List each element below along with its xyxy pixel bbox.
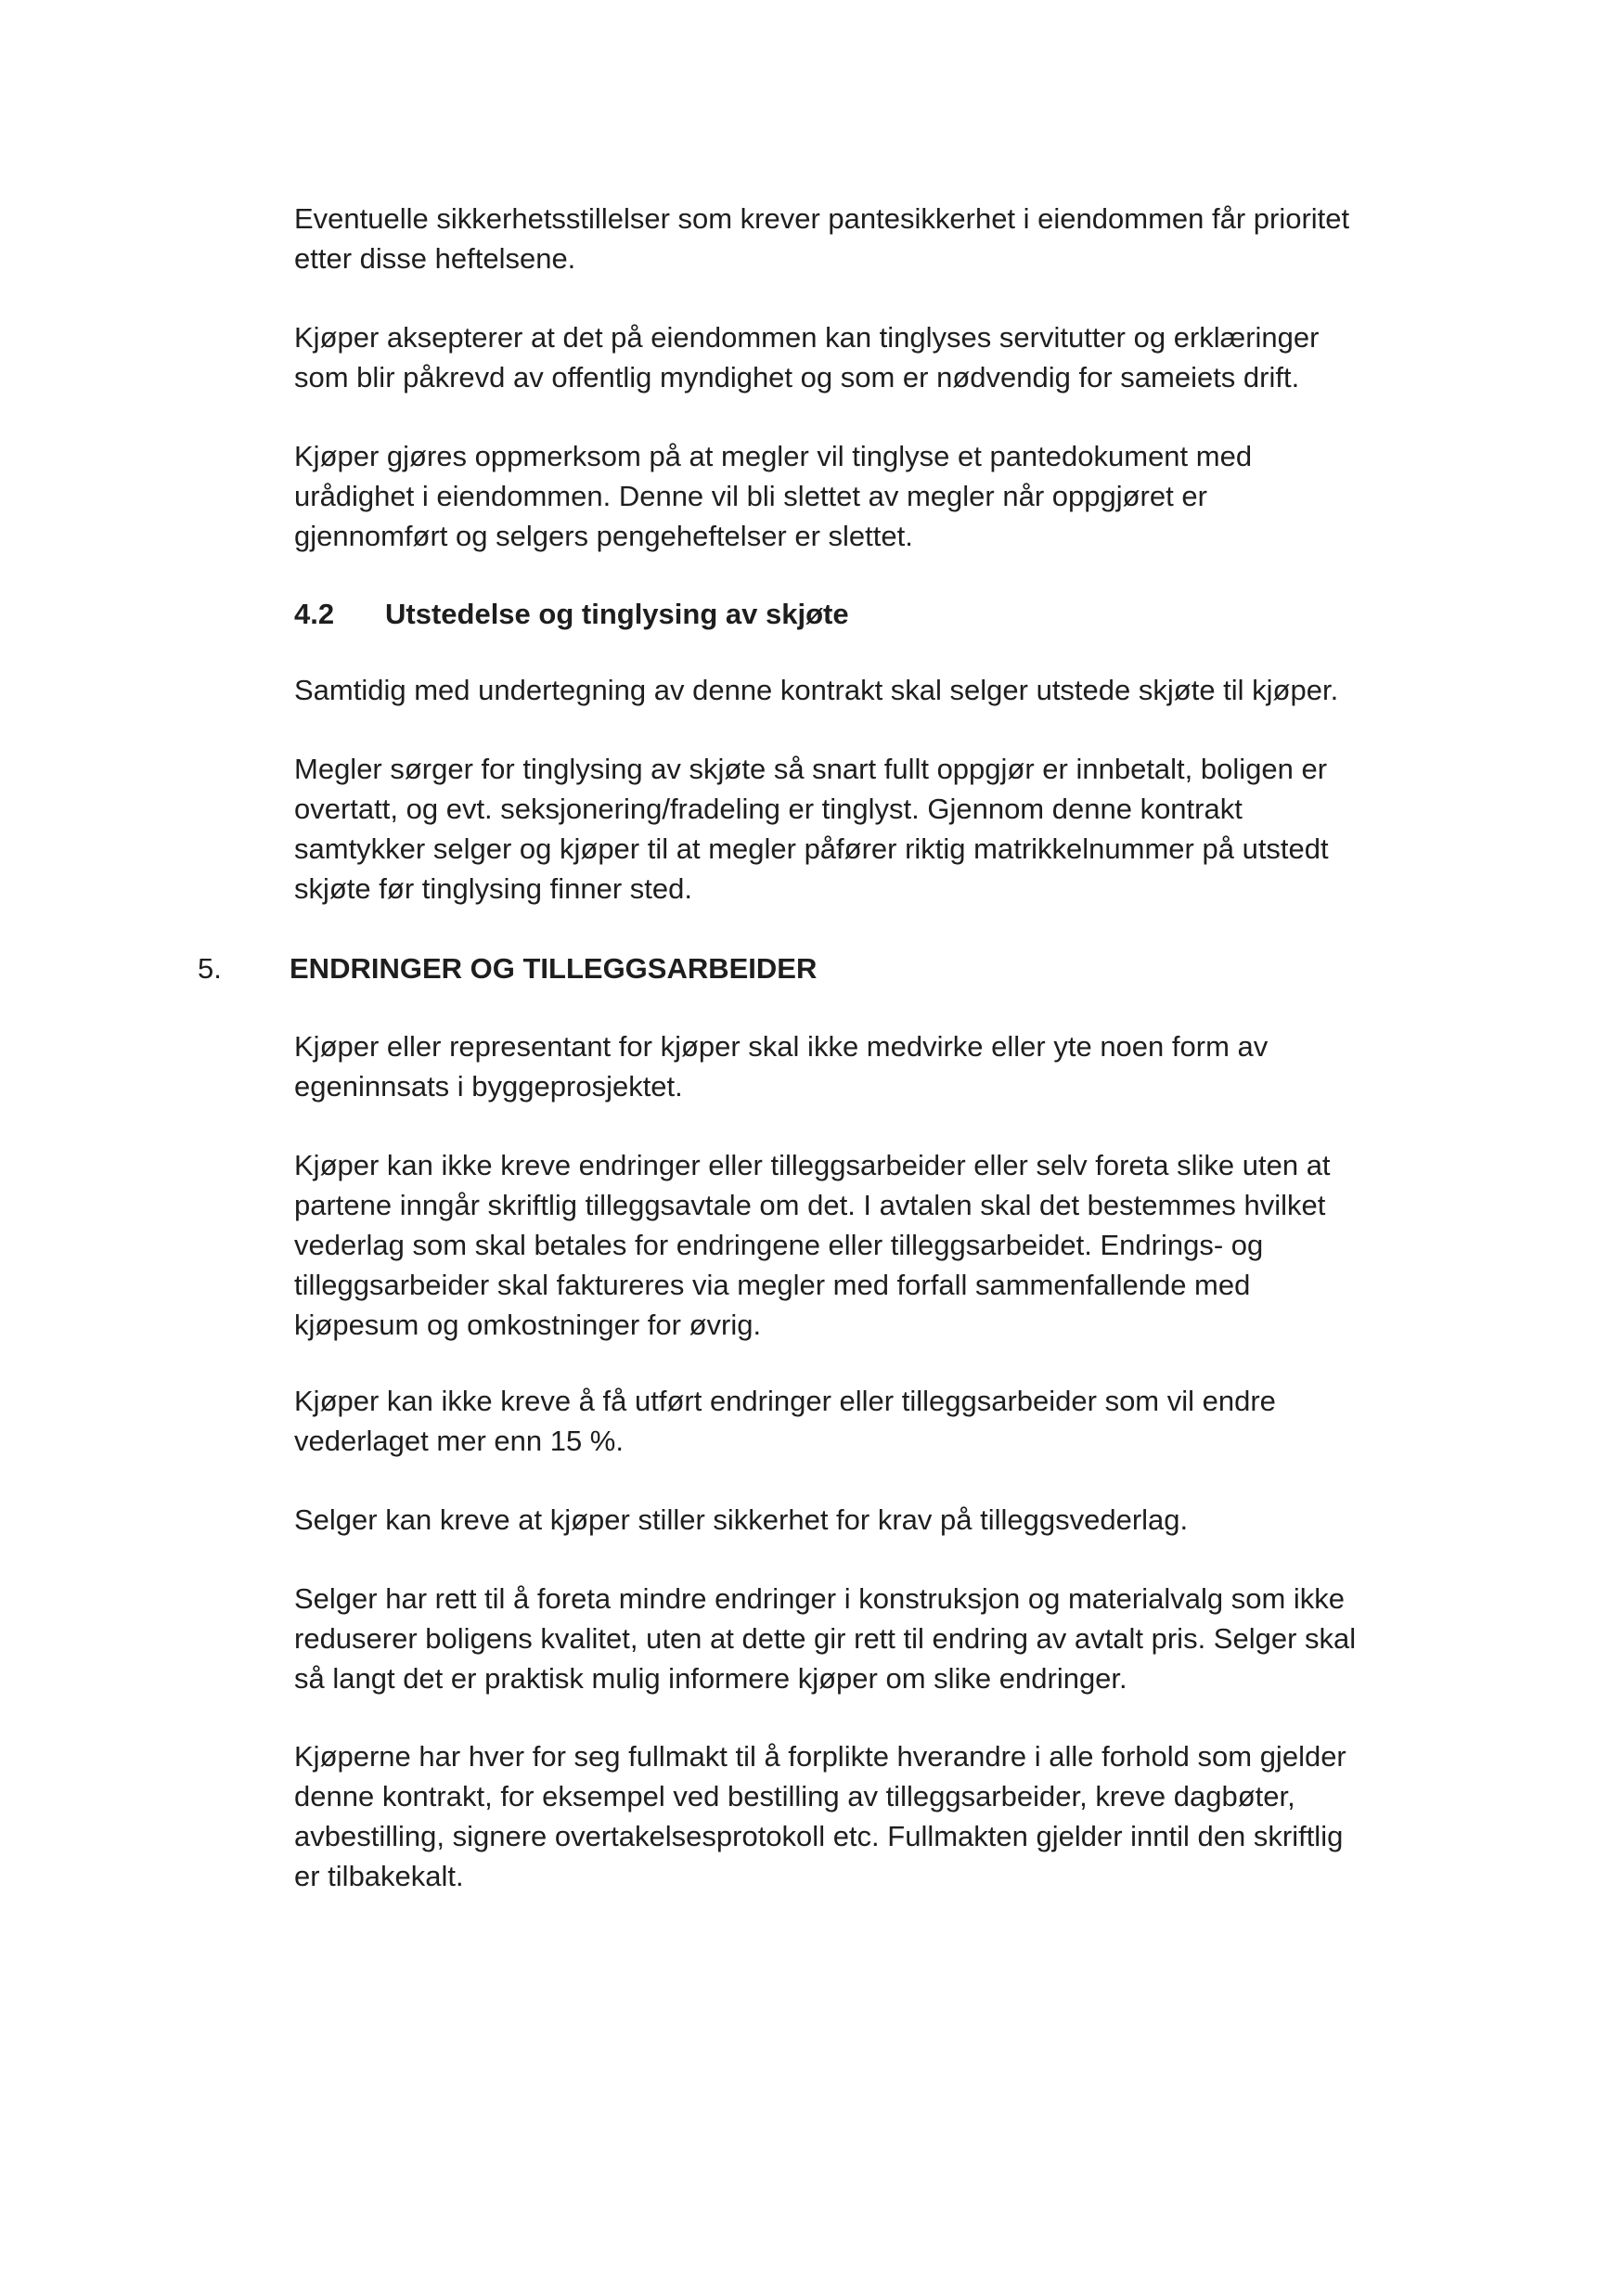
text-line: reduserer boligens kvalitet, uten at dette gir rett til endring av avtalt pris. Selger skal — [294, 1622, 1357, 1655]
text-line: Kjøper kan ikke kreve endringer eller tilleggsarbeider eller selv foreta slike uten at — [294, 1149, 1331, 1181]
text-line: Megler sørger for tinglysing av skjøte så snart fullt oppgjør er innbetalt, boligen er — [294, 753, 1328, 785]
paragraph-pantedokument — [294, 436, 1436, 556]
text-line: Kjøper eller representant for kjøper skal ikke medvirke eller yte noen form av — [294, 1030, 1269, 1063]
text-line: så langt det er praktisk mulig informere kjøper om slike endringer. — [294, 1662, 1127, 1695]
section-5-title: ENDRINGER OG TILLEGGSARBEIDER — [290, 952, 818, 985]
text-line: tilleggsarbeider skal faktureres via megler med forfall sammenfallende med — [294, 1269, 1251, 1301]
paragraph-skjote-utstedelse — [294, 670, 1436, 710]
paragraph-servitutter — [294, 317, 1436, 397]
text-line: Eventuelle sikkerhetsstillelser som krever pantesikkerhet i eiendommen får prioritet — [294, 202, 1350, 235]
paragraph-sikkerhet — [294, 1500, 1436, 1540]
text-line: etter disse heftelsene. — [294, 242, 576, 275]
text-line: Selger kan kreve at kjøper stiller sikkerhet for krav på tilleggsvederlag. — [294, 1503, 1189, 1536]
text-line: egeninnsats i byggeprosjektet. — [294, 1070, 683, 1103]
paragraph-mindre-endringer — [294, 1579, 1436, 1698]
text-line: Kjøper kan ikke kreve å få utført endringer eller tilleggsarbeider som vil endre — [294, 1385, 1276, 1417]
paragraph-fullmakt — [294, 1736, 1436, 1896]
text-line: er tilbakekalt. — [294, 1860, 464, 1892]
text-line: Selger har rett til å foreta mindre endringer i konstruksjon og materialvalg som ikke — [294, 1582, 1346, 1615]
section-4-2-title: Utstedelse og tinglysing av skjøte — [385, 598, 849, 630]
section-4-2-number: 4.2 — [294, 598, 335, 630]
text-line: skjøte før tinglysing finner sted. — [294, 872, 692, 905]
text-line: kjøpesum og omkostninger for øvrig. — [294, 1309, 762, 1341]
text-line: urådighet i eiendommen. Denne vil bli slettet av megler når oppgjøret er — [294, 480, 1207, 512]
text-line: Kjøper gjøres oppmerksom på at megler vil tinglyse et pantedokument med — [294, 440, 1253, 472]
text-line: overtatt, og evt. seksjonering/fradeling er tinglyst. Gjennom denne kontrakt — [294, 793, 1243, 825]
paragraph-vederlag-grense — [294, 1381, 1436, 1461]
paragraph-tilleggsavtale — [294, 1145, 1436, 1345]
text-line: Samtidig med undertegning av denne kontrakt skal selger utstede skjøte til kjøper. — [294, 674, 1339, 706]
text-line: vederlaget mer enn 15 %. — [294, 1425, 624, 1457]
paragraph-priority — [294, 199, 1436, 278]
paragraph-egeninnsats — [294, 1026, 1436, 1106]
text-line: vederlag som skal betales for endringene eller tilleggsarbeidet. Endrings- og — [294, 1229, 1264, 1261]
text-line: denne kontrakt, for eksempel ved bestilling av tilleggsarbeider, kreve dagbøter, — [294, 1780, 1295, 1812]
text-line: avbestilling, signere overtakelsesprotokoll etc. Fullmakten gjelder inntil den skriftlig — [294, 1820, 1344, 1852]
text-line: Kjøper aksepterer at det på eiendommen kan tinglyses servitutter og erklæringer — [294, 321, 1320, 354]
text-line: Kjøperne har hver for seg fullmakt til å forplikte hverandre i alle forhold som gjelder — [294, 1740, 1346, 1773]
paragraph-tinglysing — [294, 749, 1436, 909]
text-line: som blir påkrevd av offentlig myndighet og som er nødvendig for sameiets drift. — [294, 361, 1300, 393]
text-line: gjennomført og selgers pengeheftelser er slettet. — [294, 520, 913, 552]
text-line: samtykker selger og kjøper til at megler påfører riktig matrikkelnummer på utstedt — [294, 832, 1329, 865]
text-line: partene inngår skriftlig tilleggsavtale om det. I avtalen skal det bestemmes hvilket — [294, 1189, 1326, 1221]
section-5-number: 5. — [198, 952, 222, 985]
